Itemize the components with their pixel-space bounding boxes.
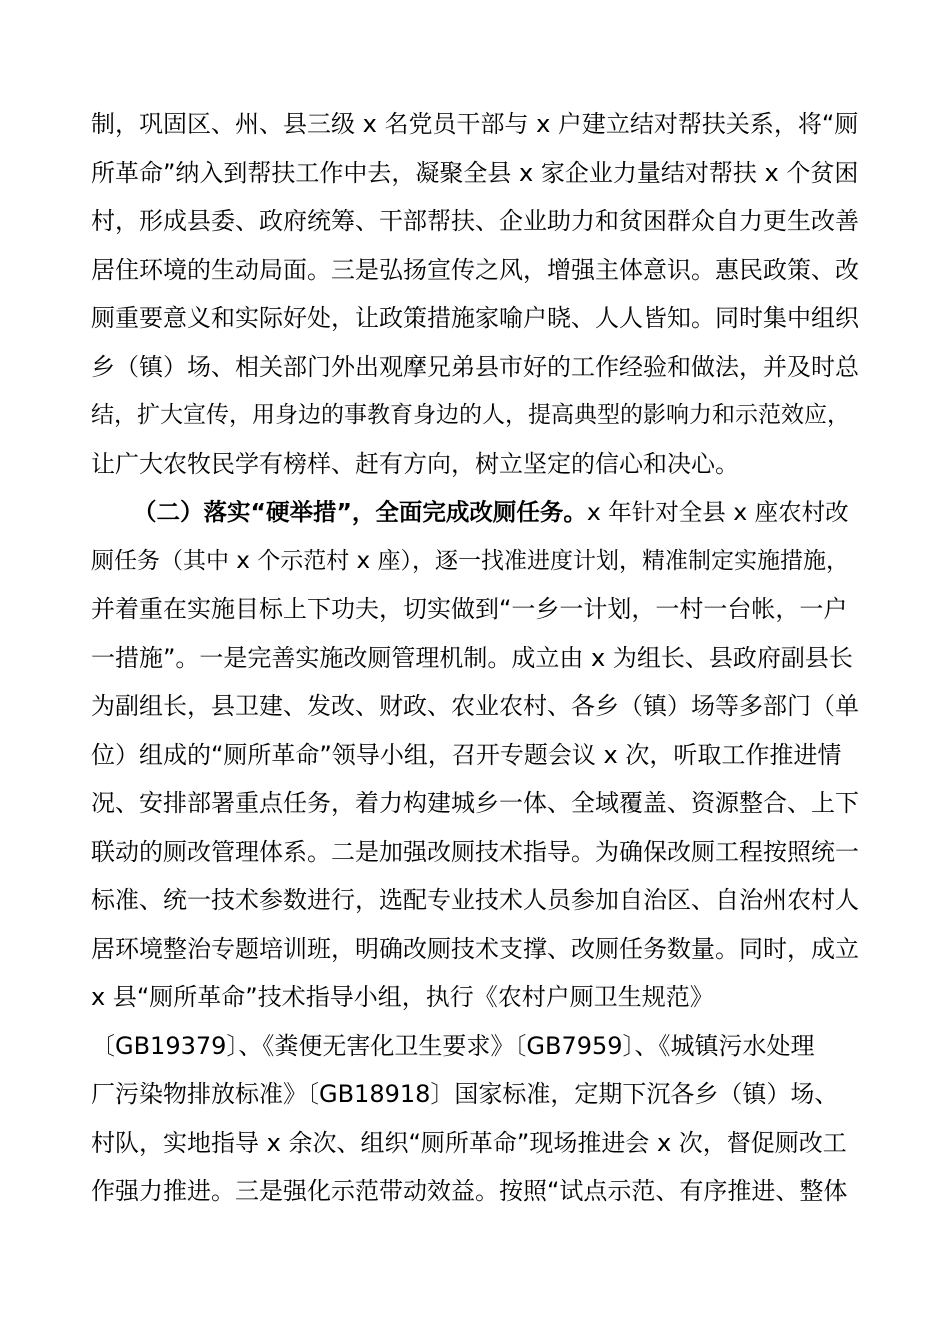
text-line: 况、安排部署重点任务，着力构建城乡一体、全域覆盖、资源整合、上下: [91, 789, 859, 817]
text-line: 并着重在实施目标上下功夫，切实做到“一乡一计划，一村一台帐，一户: [91, 595, 848, 623]
text-line: 〔GB19379〕、《粪便无害化卫生要求》〔GB7959〕、《城镇污水处理: [91, 1031, 815, 1060]
text-line: 让广大农牧民学有榜样、赶有方向，树立坚定的信心和决心。: [91, 449, 739, 478]
text-line: 联动的厕改管理体系。二是加强改厕技术指导。为确保改厕工程按照统一: [91, 837, 859, 866]
section-2-heading: （二）落实“硬举措”，全面完成改厕任务。: [133, 498, 587, 526]
section-2-first-line-text: x 年针对全县 x 座农村改: [586, 498, 849, 526]
text-line: 作强力推进。三是强化示范带动效益。按照“试点示范、有序推进、整体: [91, 1177, 848, 1205]
text-line: 厕任务（其中 x 个示范村 x 座），逐一找准进度计划，精准制定实施措施，: [91, 547, 849, 574]
paragraph-section-2: [91, 488, 861, 1216]
text-line: 一措施”。一是完善实施改厕管理机制。成立由 x 为组长、县政府副县长: [91, 643, 853, 672]
document-body: [91, 100, 861, 1216]
text-line: 厂污染物排放标准》〔GB18918〕国家标准，定期下沉各乡（镇）场、: [91, 1080, 839, 1108]
text-line: 村队，实地指导 x 余次、组织“厕所革命”现场推进会 x 次，督促厕改工: [91, 1128, 847, 1157]
text-line: 厕重要意义和实际好处，让政策措施家喻户晓、人人皆知。同时集中组织: [91, 304, 859, 332]
text-line: 居住环境的生动局面。三是弘扬宣传之风，增强主体意识。惠民政策、改: [91, 255, 859, 284]
text-line: 乡（镇）场、相关部门外出观摩兄弟县市好的工作经验和做法，并及时总: [91, 352, 859, 381]
text-line: x 县“厕所革命”技术指导小组，执行《农村户厕卫生规范》: [91, 983, 714, 1011]
text-line: 制，巩固区、州、县三级 x 名党员干部与 x 户建立结对帮扶关系，将“厕: [91, 110, 859, 138]
text-line: 为副组长，县卫建、发改、财政、农业农村、各乡（镇）场等多部门（单: [91, 692, 859, 720]
paragraph-continuation: [91, 100, 861, 488]
text-line: 标准、统一技术参数进行，选配专业技术人员参加自治区、自治州农村人: [91, 886, 859, 914]
text-line: 结，扩大宣传，用身边的事教育身边的人，提高典型的影响力和示范效应，: [91, 402, 850, 428]
text-line: 居环境整治专题培训班，明确改厕技术支撑、改厕任务数量。同时，成立: [91, 934, 859, 963]
text-line: 所革命”纳入到帮扶工作中去，凝聚全县 x 家企业力量结对帮扶 x 个贫困: [91, 158, 859, 187]
text-line: 村，形成县委、政府统筹、干部帮扶、企业助力和贫困群众自力更生改善: [91, 207, 859, 235]
text-line: 位）组成的“厕所革命”领导小组，召开专题会议 x 次，听取工作推进情: [91, 740, 842, 769]
section-2-first-line: [91, 488, 861, 537]
